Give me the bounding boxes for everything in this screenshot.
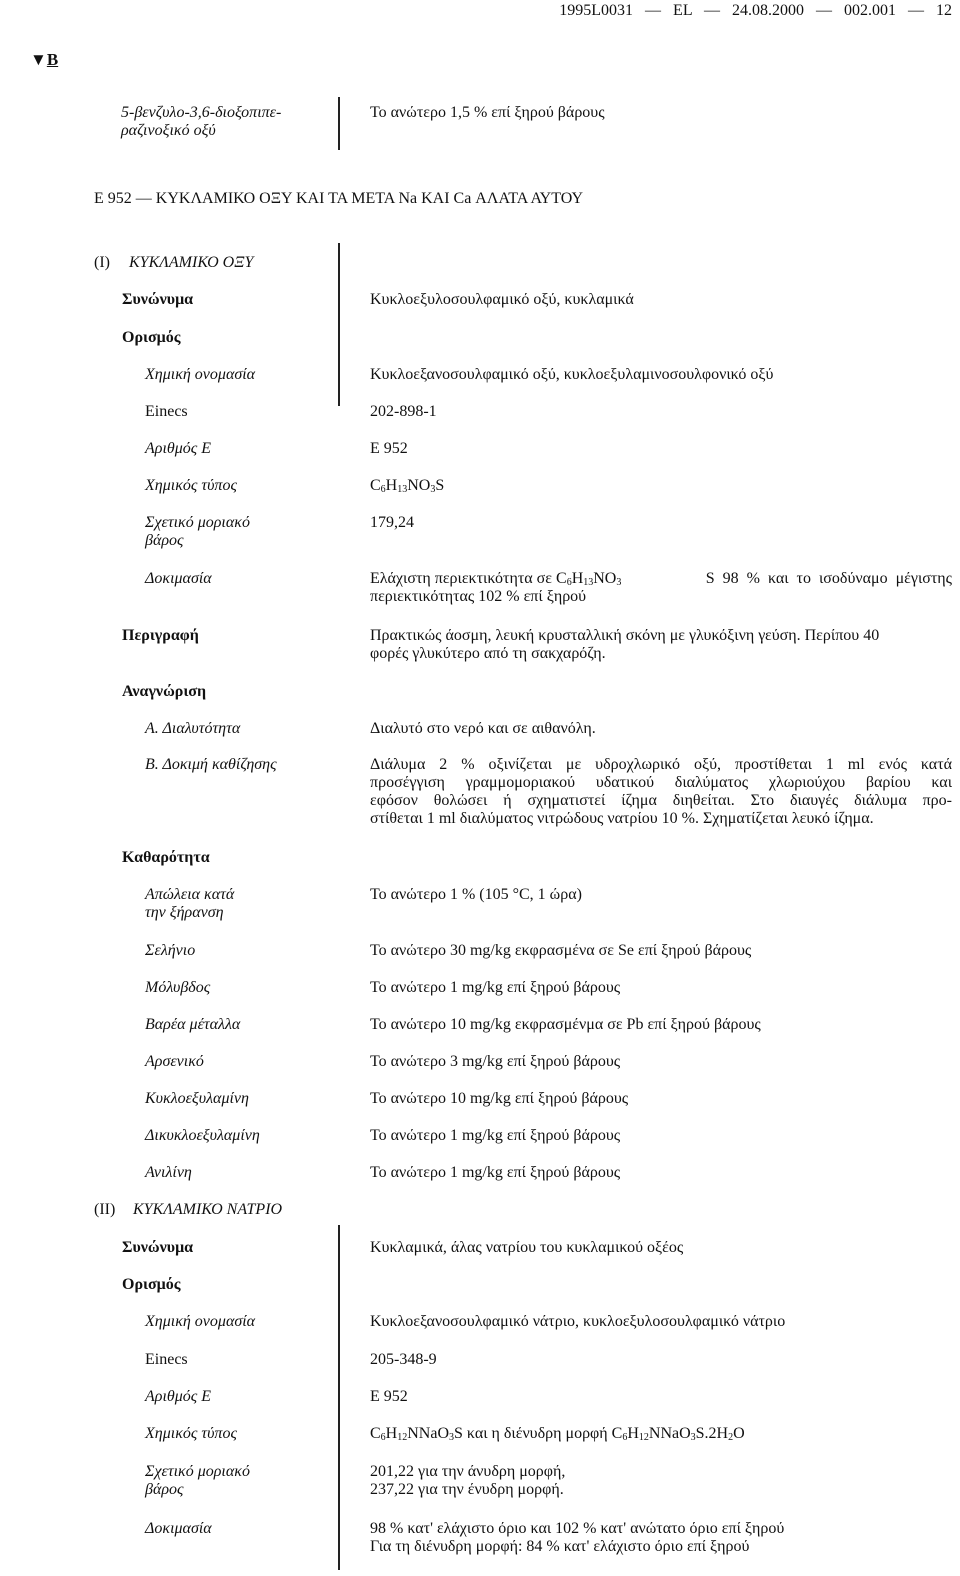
page-header: 1995L0031 — EL — 24.08.2000 — 002.001 — 12	[559, 2, 952, 19]
enumber-label: Αριθμός Ε	[145, 440, 212, 457]
column-divider	[338, 97, 340, 150]
purity-row-label: Δικυκλοεξυλαμίνη	[145, 1127, 260, 1144]
column-divider	[338, 243, 340, 406]
purity-row-label: Ανιλίνη	[145, 1164, 192, 1181]
definition-label: Ορισμός	[122, 329, 181, 346]
precipitation-label: Β. Δοκιμή καθίζησης	[145, 756, 277, 773]
loss-on-drying-label: Απώλεια κατά την ξήρανση	[145, 886, 235, 921]
purity-row-label: Μόλυβδος	[145, 979, 211, 996]
identification-label: Αναγνώριση	[122, 683, 207, 700]
solubility-label: Α. Διαλυτότητα	[145, 720, 241, 737]
part1-title: ΚΥΚΛΑΜΙΚΟ ΟΞΥ	[129, 254, 254, 271]
mw-label: Σχετικό μοριακό βάρος	[145, 514, 250, 549]
part1-number: (I)	[94, 254, 110, 271]
doc-lang: EL	[673, 2, 692, 19]
part2-title: ΚΥΚΛΑΜΙΚΟ ΝΑΤΡΙΟ	[133, 1201, 283, 1218]
synonyms-label: Συνώνυμα	[122, 291, 194, 308]
assay-label: Δοκιμασία	[145, 1520, 212, 1537]
chem-name-value: Κυκλοεξανοσουλφαμικό οξύ, κυκλοεξυλαμινοσουλφονικό οξύ	[370, 366, 774, 383]
purity-row-label: Αρσενικό	[145, 1053, 204, 1070]
definition-label: Ορισμός	[122, 1276, 181, 1293]
marker-letter: B	[46, 50, 59, 69]
section-title: E 952 — ΚΥΚΛΑΜΙΚΟ ΟΞΥ ΚΑΙ ΤΑ ΜΕΤΑ Na ΚΑΙ Ca ΑΛΑΤΑ ΑΥΤΟΥ	[94, 190, 584, 207]
prev-row-value: Το ανώτερο 1,5 % επί ξηρού βάρους	[370, 104, 605, 121]
solubility-value: Διαλυτό στο νερό και σε αιθανόλη.	[370, 720, 596, 737]
triangle-down-icon: ▼	[30, 50, 47, 69]
chem-name-label: Χημική ονομασία	[145, 366, 256, 383]
formula-value: $C_6H_{13}NO_3S$	[370, 477, 445, 495]
synonyms-value: Κυκλοεξυλοσουλφαμικό οξύ, κυκλαμικά	[370, 291, 634, 308]
doc-id: 1995L0031	[559, 2, 634, 19]
doc-version: 002.001	[844, 2, 896, 19]
purity-row-value: Το ανώτερο 1 mg/kg επί ξηρού βάρους	[370, 1127, 621, 1144]
assay-label: Δοκιμασία	[145, 570, 212, 587]
einecs-label: Einecs	[145, 403, 188, 420]
purity-row-value: Το ανώτερο 1 mg/kg επί ξηρού βάρους	[370, 1164, 621, 1181]
chem-name-value: Κυκλοεξανοσουλφαμικό νάτριο, κυκλοεξυλοσουλφαμικό νάτριο	[370, 1313, 786, 1330]
assay-value: Ελάχιστη περιεκτικότητα σε $C_6H_{13}NO_3$ S 98 % και το ισοδύναμο μέγιστης περιεκτικότητας 102 % επί ξηρού	[370, 570, 952, 605]
purity-row-value: Το ανώτερο 1 mg/kg επί ξηρού βάρους	[370, 979, 621, 996]
einecs-label: Einecs	[145, 1351, 188, 1368]
precipitation-value: Διάλυμα 2 % οξινίζεται με υδροχλωρικό οξύ, προστίθεται 1 ml ενός κατά προσέγγιση γραμμομοριακού υδατικού διαλύματος χλωριούχου βαρίου και εφόσον θολώσει ή σχηματιστεί ίζημα διηθείται. Στο διαυγές διάλυμα προ- στίθεται 1 ml διαλύματος νιτρώδους νατρίου 10 %. Σχηματίζεται λευκό ίζημα.	[370, 756, 952, 827]
doc-date: 24.08.2000	[732, 2, 804, 19]
formula-value: $C_6H_{12}NNaO_3S$ και η διένυδρη μορφή $C_6H_{12}NNaO_3S.2H_2O$	[370, 1425, 745, 1443]
part2-number: (II)	[94, 1201, 116, 1218]
purity-row-label: Βαρέα μέταλλα	[145, 1016, 241, 1033]
mw-value: 201,22 για την άνυδρη μορφή, 237,22 για την ένυδρη μορφή.	[370, 1463, 566, 1498]
enumber-value: E 952	[370, 1388, 408, 1405]
einecs-value: 202-898-1	[370, 403, 437, 420]
einecs-value: 205-348-9	[370, 1351, 437, 1368]
enumber-label: Αριθμός Ε	[145, 1388, 212, 1405]
description-value: Πρακτικώς άοσμη, λευκή κρυσταλλική σκόνη με γλυκόξινη γεύση. Περίπου 40 φορές γλυκύτερο από τη σακχαρόζη.	[370, 627, 880, 662]
mw-value: 179,24	[370, 514, 414, 531]
enumber-value: E 952	[370, 440, 408, 457]
purity-row-value: Το ανώτερο 30 mg/kg εκφρασμένα σε Se επί ξηρού βάρους	[370, 942, 752, 959]
column-divider	[338, 1225, 340, 1570]
description-label: Περιγραφή	[122, 627, 199, 644]
loss-on-drying-value: Το ανώτερο 1 % (105 °C, 1 ώρα)	[370, 886, 582, 903]
formula-label: Χημικός τύπος	[145, 1425, 237, 1442]
purity-row-value: Το ανώτερο 3 mg/kg επί ξηρού βάρους	[370, 1053, 621, 1070]
amendment-marker	[30, 51, 58, 69]
purity-row-label: Σελήνιο	[145, 942, 196, 959]
formula-label: Χημικός τύπος	[145, 477, 237, 494]
synonyms-label: Συνώνυμα	[122, 1239, 194, 1256]
synonyms-value: Κυκλαμικά, άλας νατρίου του κυκλαμικού οξέος	[370, 1239, 684, 1256]
purity-row-value: Το ανώτερο 10 mg/kg επί ξηρού βάρους	[370, 1090, 629, 1107]
prev-row-label: 5-βενζυλο-3,6-διοξοπιπε- ραζινοξικό οξύ	[121, 104, 282, 139]
mw-label: Σχετικό μοριακό βάρος	[145, 1463, 250, 1498]
assay-value: 98 % κατ' ελάχιστο όριο και 102 % κατ' ανώτατο όριο επί ξηρού Για τη διένυδρη μορφή: 84 % κατ' ελάχιστο όριο επί ξηρού	[370, 1520, 785, 1555]
chem-name-label: Χημική ονομασία	[145, 1313, 256, 1330]
purity-label: Καθαρότητα	[122, 849, 210, 866]
purity-row-value: Το ανώτερο 10 mg/kg εκφρασμένμα σε Pb επί ξηρού βάρους	[370, 1016, 761, 1033]
purity-row-label: Κυκλοεξυλαμίνη	[145, 1090, 249, 1107]
page-number: 12	[936, 2, 952, 19]
